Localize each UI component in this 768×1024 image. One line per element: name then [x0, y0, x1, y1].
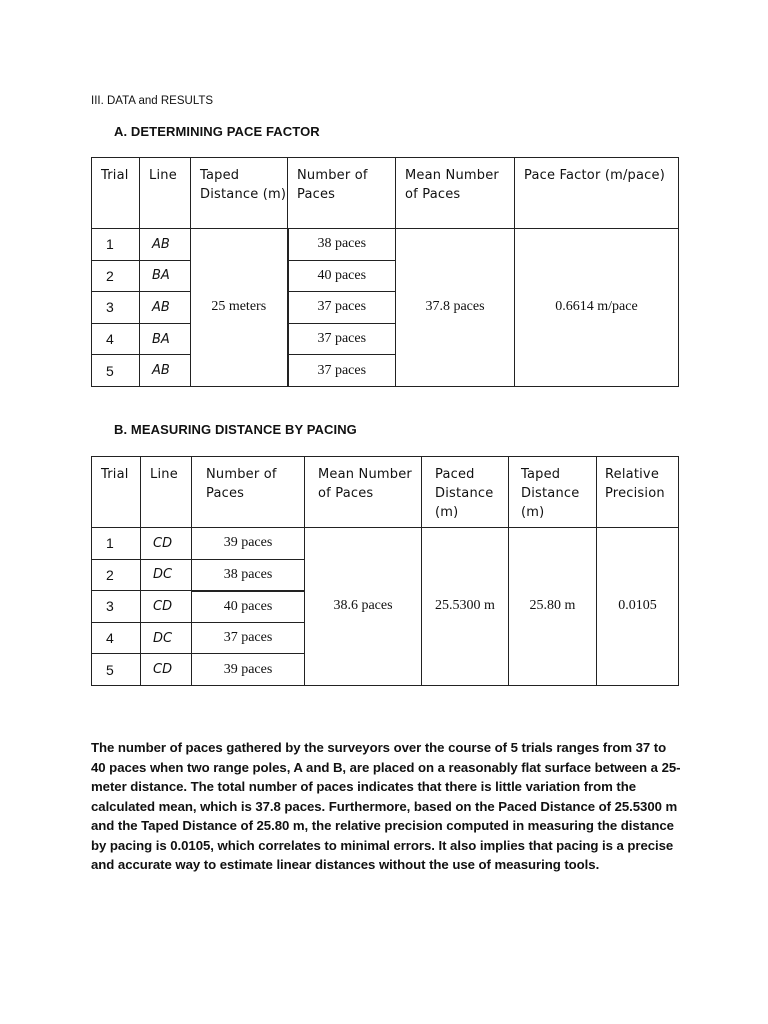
paces-cell: 37 paces — [192, 622, 305, 654]
line-cell: CD — [141, 654, 192, 686]
line-cell: BA — [140, 260, 191, 292]
line-cell: BA — [140, 323, 191, 355]
trial-cell: 2 — [92, 260, 140, 292]
pace-factor-table — [91, 157, 679, 387]
section-heading: III. DATA and RESULTS — [91, 95, 214, 107]
table-header-row — [92, 457, 679, 528]
header-mean-number-of-paces: Mean Number of Paces — [396, 158, 515, 229]
header-mean-number-of-paces: Mean Number of Paces — [305, 457, 422, 528]
distance-by-pacing-table — [91, 456, 679, 686]
trial-cell: 5 — [92, 654, 141, 686]
paces-cell: 38 paces — [192, 559, 305, 591]
trial-cell: 4 — [92, 323, 140, 355]
header-taped-distance: Taped Distance (m) — [191, 158, 288, 229]
line-cell: CD — [141, 528, 192, 560]
trial-cell: 1 — [92, 229, 140, 261]
mean-paces-cell: 37.8 paces — [396, 229, 515, 387]
line-cell: AB — [140, 292, 191, 324]
header-relative-precision: Relative Precision — [597, 457, 679, 528]
paces-cell: 39 paces — [192, 654, 305, 686]
part-a-heading: A. DETERMINING PACE FACTOR — [114, 124, 320, 139]
trial-cell: 1 — [92, 528, 141, 560]
paces-cell: 39 paces — [192, 528, 305, 560]
line-cell: DC — [141, 559, 192, 591]
taped-distance-cell: 25.80 m — [509, 528, 597, 686]
header-number-of-paces: Number of Paces — [288, 158, 396, 229]
trial-cell: 4 — [92, 622, 141, 654]
trial-cell: 3 — [92, 292, 140, 324]
header-pace-factor: Pace Factor (m/pace) — [515, 158, 679, 229]
header-line: Line — [141, 457, 192, 528]
paced-distance-cell: 25.5300 m — [422, 528, 509, 686]
paces-cell: 38 paces — [288, 229, 396, 261]
trial-cell: 5 — [92, 355, 140, 387]
trial-cell: 3 — [92, 591, 141, 623]
taped-distance-cell: 25 meters — [191, 229, 288, 387]
table-row — [92, 528, 679, 560]
paces-cell: 40 paces — [192, 591, 305, 623]
relative-precision-cell: 0.0105 — [597, 528, 679, 686]
results-paragraph: The number of paces gathered by the surveyors over the course of 5 trials ranges from 37 to 40 paces when two range poles, A and B, are placed on a reasonably flat surface between a 25-meter distance. The total number of paces indicates that there is little variation from the calculated mean, which is 37.8 paces. Furthermore, based on the Paced Distance of 25.5300 m and the Taped Distance of 25.80 m, the relative precision computed in measuring the distance by pacing is 0.0105, which correlates to minimal errors. It also implies that pacing is a precise and accurate way to estimate linear distances without the use of measuring tools. — [91, 740, 681, 872]
trial-cell: 2 — [92, 559, 141, 591]
paces-cell: 37 paces — [288, 355, 396, 387]
header-number-of-paces: Number of Paces — [192, 457, 305, 528]
mean-paces-cell: 38.6 paces — [305, 528, 422, 686]
header-paced-distance: Paced Distance (m) — [422, 457, 509, 528]
header-line: Line — [140, 158, 191, 229]
header-trial: Trial — [92, 158, 140, 229]
pace-factor-cell: 0.6614 m/pace — [515, 229, 679, 387]
line-cell: DC — [141, 622, 192, 654]
table-header-row — [92, 158, 679, 229]
paces-cell: 40 paces — [288, 260, 396, 292]
line-cell: AB — [140, 229, 191, 261]
line-cell: CD — [141, 591, 192, 623]
line-cell: AB — [140, 355, 191, 387]
header-taped-distance: Taped Distance (m) — [509, 457, 597, 528]
header-trial: Trial — [92, 457, 141, 528]
part-b-heading: B. MEASURING DISTANCE BY PACING — [114, 422, 357, 437]
paces-cell: 37 paces — [288, 292, 396, 324]
table-row — [92, 229, 679, 261]
paces-cell: 37 paces — [288, 323, 396, 355]
